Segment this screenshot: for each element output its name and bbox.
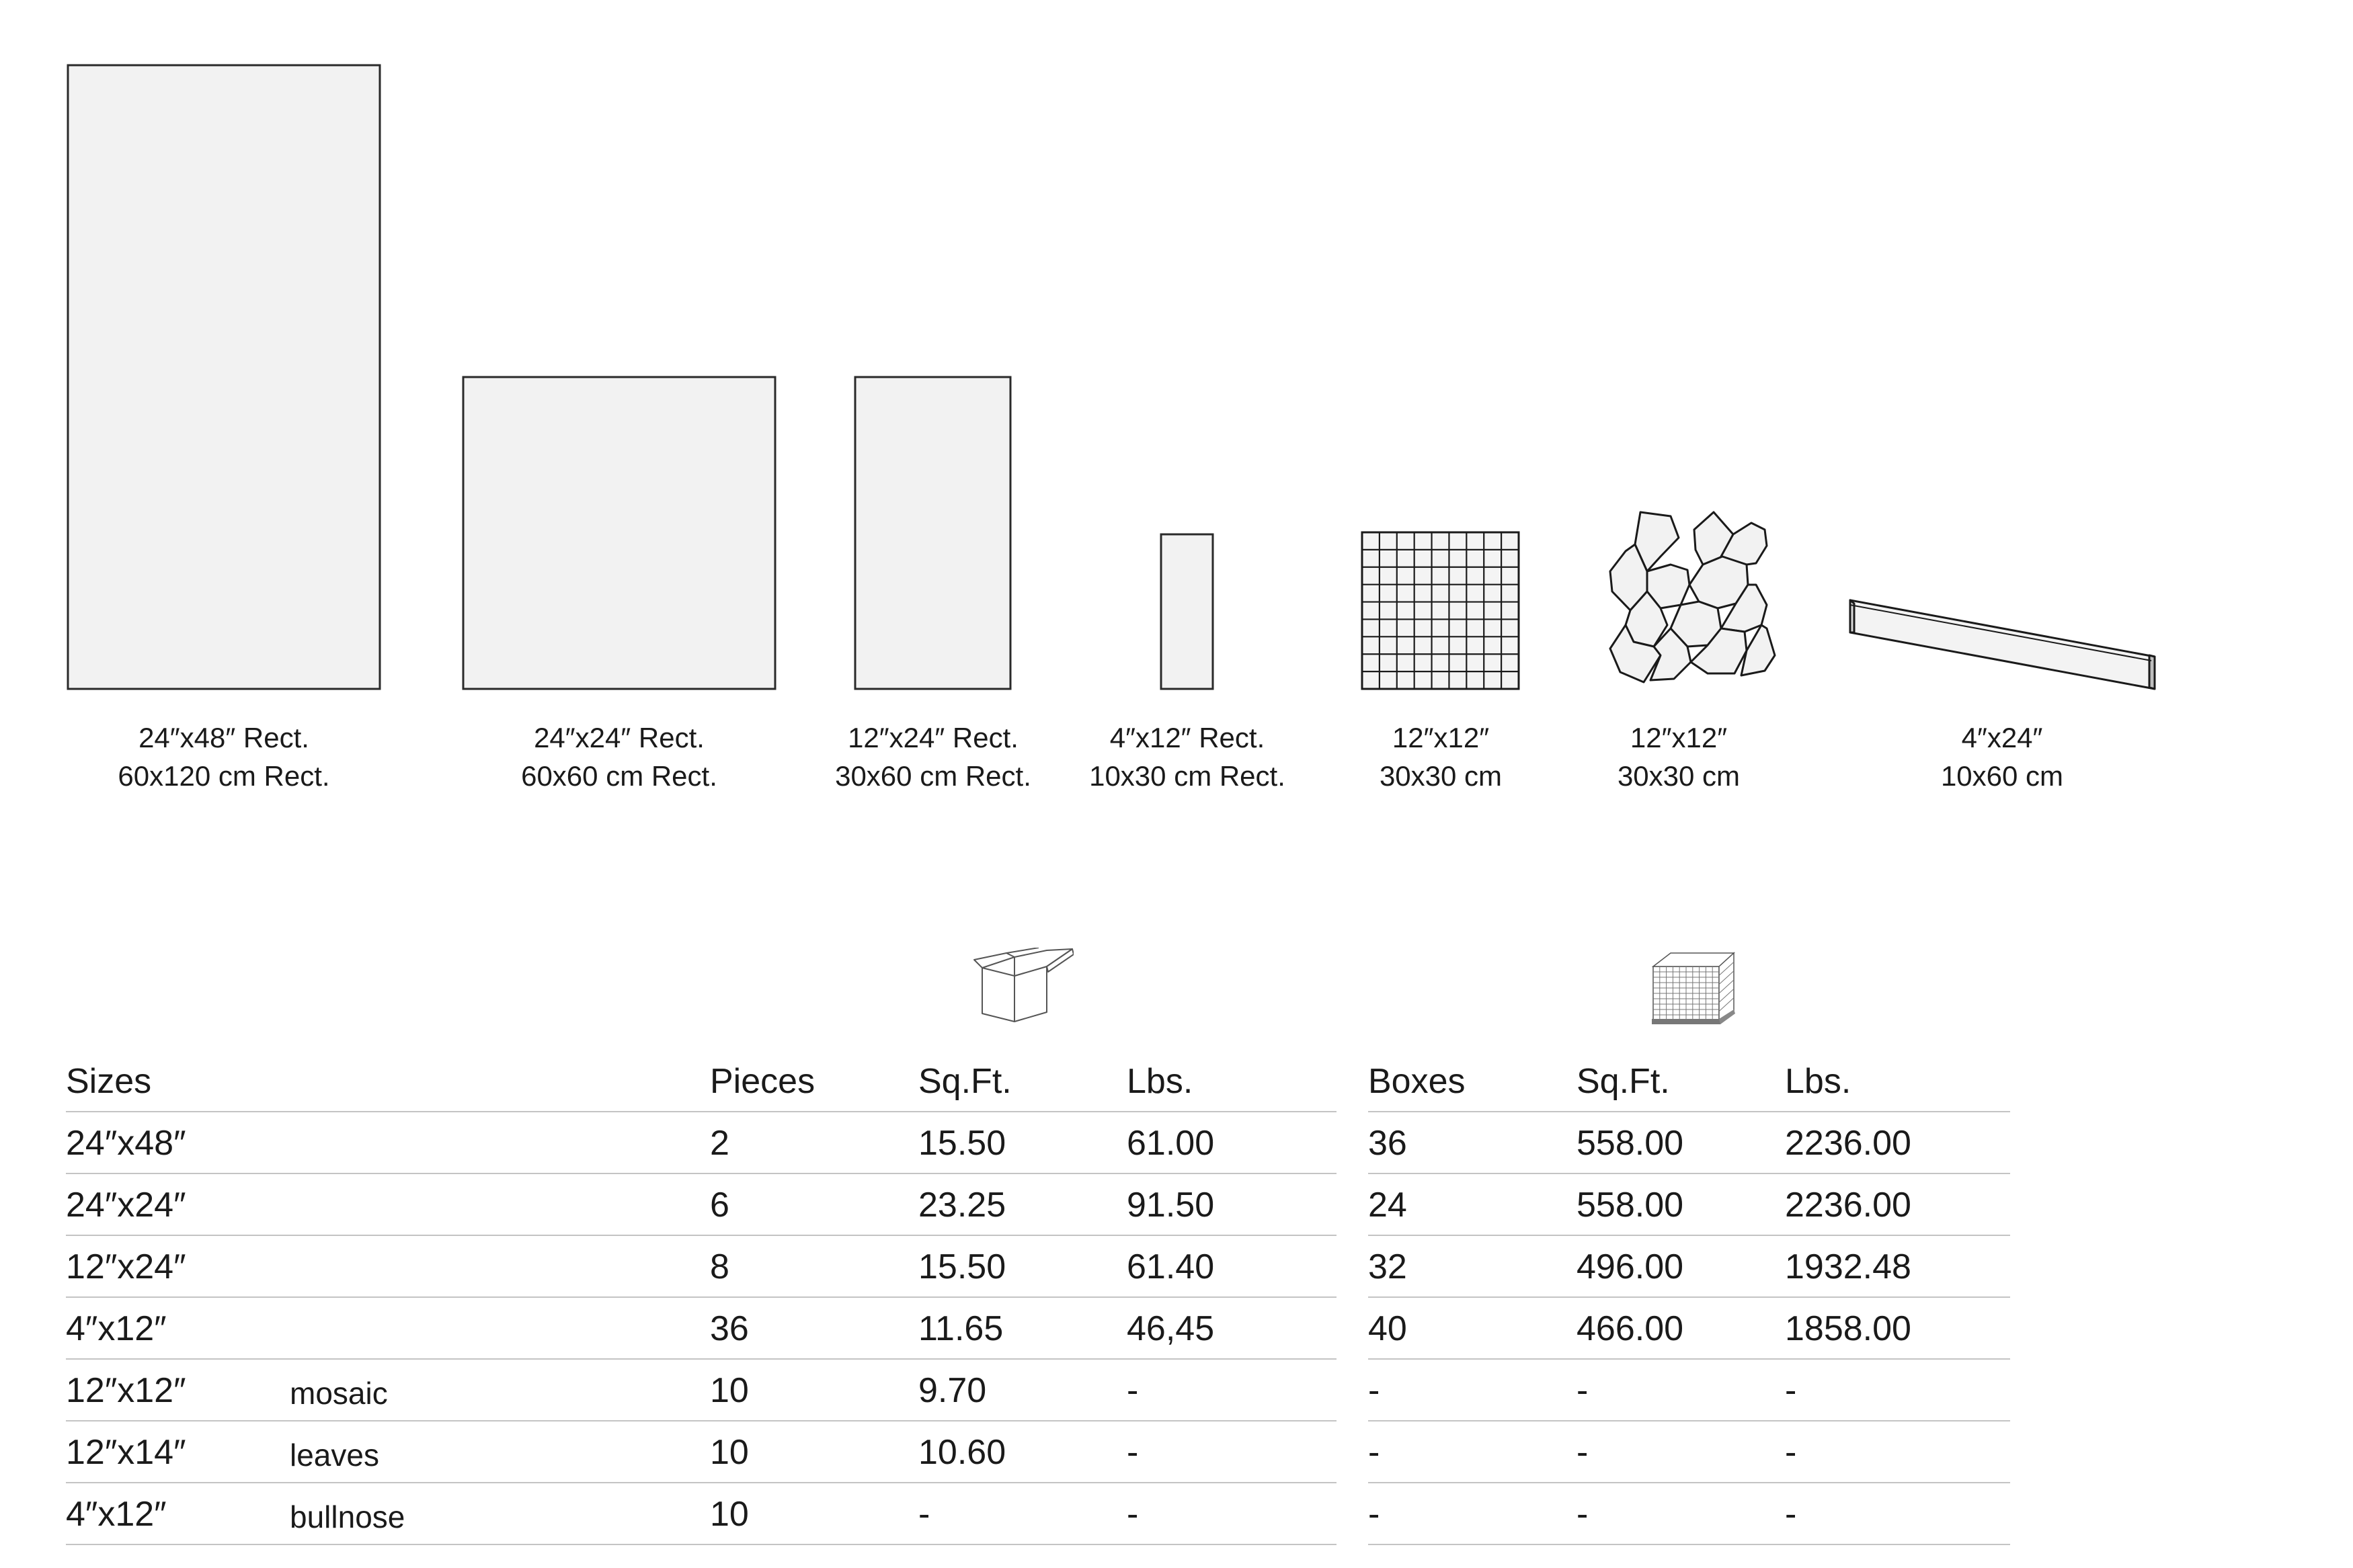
size-cell: 4″x12″ — [66, 1309, 167, 1348]
table-row-pallet — [1368, 1112, 2010, 1174]
sqft-box-cell: 15.50 — [918, 1124, 1006, 1163]
table-row-pallet — [1368, 1298, 2010, 1360]
table-row-pallet — [1368, 1421, 2010, 1483]
tile-mosaic-metric: 30x30 cm — [1379, 760, 1503, 792]
sqft-box-cell: 11.65 — [918, 1309, 1004, 1348]
pieces-cell: 10 — [710, 1433, 749, 1472]
tile-leaves-imperial: 12″x12″ — [1630, 722, 1728, 753]
pieces-cell: 36 — [710, 1309, 749, 1348]
boxes-cell: 32 — [1368, 1247, 1407, 1286]
pieces-cell: 10 — [710, 1495, 749, 1534]
sqft-pallet-cell: - — [1577, 1433, 1589, 1472]
size-cell: 24″x48″ — [66, 1124, 186, 1163]
lbs-box-cell: - — [1127, 1371, 1139, 1410]
pieces-cell: 6 — [710, 1186, 729, 1225]
finish-note-cell: bullnose — [290, 1499, 405, 1534]
lbs-pallet-cell: 2236.00 — [1785, 1186, 1911, 1225]
table-row-pallet — [1368, 1360, 2010, 1421]
sqft-box-cell: 9.70 — [918, 1371, 987, 1410]
sqft-pallet-cell: - — [1577, 1495, 1589, 1534]
tile-4x12-metric: 10x30 cm Rect. — [1089, 760, 1285, 792]
size-cell: 4″x12″ — [66, 1495, 167, 1534]
lbs-box-cell: - — [1127, 1433, 1139, 1472]
finish-note-cell: mosaic — [290, 1376, 388, 1411]
lbs-pallet-cell: 1858.00 — [1785, 1309, 1911, 1348]
tile-4x12-imperial: 4″x12″ Rect. — [1109, 722, 1265, 753]
table-header-row-right — [1368, 1050, 2010, 1112]
size-cell: 24″x24″ — [66, 1186, 186, 1225]
sqft-pallet-cell: 558.00 — [1577, 1124, 1684, 1163]
lbs-pallet-cell: - — [1785, 1433, 1797, 1472]
boxes-cell: 36 — [1368, 1124, 1407, 1163]
header-sqft-box: Sq.Ft. — [918, 1062, 1012, 1101]
pieces-cell: 2 — [710, 1124, 729, 1163]
lbs-box-cell: 91.50 — [1127, 1186, 1215, 1225]
sqft-pallet-cell: 496.00 — [1577, 1247, 1684, 1286]
tile-bullnose-imperial: 4″x24″ — [1961, 722, 2043, 753]
sqft-box-cell: 10.60 — [918, 1433, 1006, 1472]
tile-24x24-imperial: 24″x24″ Rect. — [534, 722, 705, 753]
sqft-pallet-cell: 466.00 — [1577, 1309, 1684, 1348]
lbs-box-cell: 46,45 — [1127, 1309, 1215, 1348]
pieces-cell: 10 — [710, 1371, 749, 1410]
finish-note-cell: leaves — [290, 1438, 379, 1473]
sqft-pallet-cell: - — [1577, 1371, 1589, 1410]
table-row — [66, 1421, 1337, 1483]
lbs-pallet-cell: 2236.00 — [1785, 1124, 1911, 1163]
lbs-box-cell: - — [1127, 1495, 1139, 1534]
sqft-box-cell: 23.25 — [918, 1186, 1006, 1225]
boxes-cell: - — [1368, 1433, 1380, 1472]
tile-24x48-imperial: 24″x48″ Rect. — [138, 722, 309, 753]
table-row-pallet — [1368, 1483, 2010, 1545]
header-pieces: Pieces — [710, 1062, 815, 1101]
sqft-box-cell: 15.50 — [918, 1247, 1006, 1286]
table-row-pallet — [1368, 1174, 2010, 1236]
tile-bullnose-metric: 10x60 cm — [1940, 760, 2064, 792]
tile-24x48-metric: 60x120 cm Rect. — [118, 760, 330, 792]
lbs-pallet-cell: - — [1785, 1495, 1797, 1534]
tile-12x24-imperial: 12″x24″ Rect. — [848, 722, 1019, 753]
header-sqft-pallet: Sq.Ft. — [1577, 1062, 1670, 1101]
tile-12x24-metric: 30x60 cm Rect. — [835, 760, 1031, 792]
table-row — [66, 1174, 1337, 1236]
size-cell: 12″x24″ — [66, 1247, 186, 1286]
header-lbs-box: Lbs. — [1127, 1062, 1193, 1101]
sqft-box-cell: - — [918, 1495, 930, 1534]
boxes-cell: - — [1368, 1495, 1380, 1534]
table-row — [66, 1483, 1337, 1545]
tile-leaves-metric: 30x30 cm — [1617, 760, 1741, 792]
header-sizes: Sizes — [66, 1062, 152, 1101]
size-cell: 12″x12″ — [66, 1371, 186, 1410]
table-header-row-left — [66, 1050, 1337, 1112]
pieces-cell: 8 — [710, 1247, 729, 1286]
header-boxes: Boxes — [1368, 1062, 1466, 1101]
boxes-cell: - — [1368, 1371, 1380, 1410]
lbs-box-cell: 61.00 — [1127, 1124, 1215, 1163]
lbs-box-cell: 61.40 — [1127, 1247, 1215, 1286]
boxes-cell: 24 — [1368, 1186, 1407, 1225]
boxes-cell: 40 — [1368, 1309, 1407, 1348]
table-row — [66, 1298, 1337, 1360]
tile-mosaic-imperial: 12″x12″ — [1392, 722, 1490, 753]
table-row-pallet — [1368, 1236, 2010, 1298]
lbs-pallet-cell: 1932.48 — [1785, 1247, 1911, 1286]
table-row — [66, 1360, 1337, 1421]
size-cell: 12″x14″ — [66, 1433, 186, 1472]
header-lbs-pallet: Lbs. — [1785, 1062, 1851, 1101]
sqft-pallet-cell: 558.00 — [1577, 1186, 1684, 1225]
lbs-pallet-cell: - — [1785, 1371, 1797, 1410]
tile-24x24-metric: 60x60 cm Rect. — [521, 760, 717, 792]
table-row — [66, 1236, 1337, 1298]
table-row — [66, 1112, 1337, 1174]
